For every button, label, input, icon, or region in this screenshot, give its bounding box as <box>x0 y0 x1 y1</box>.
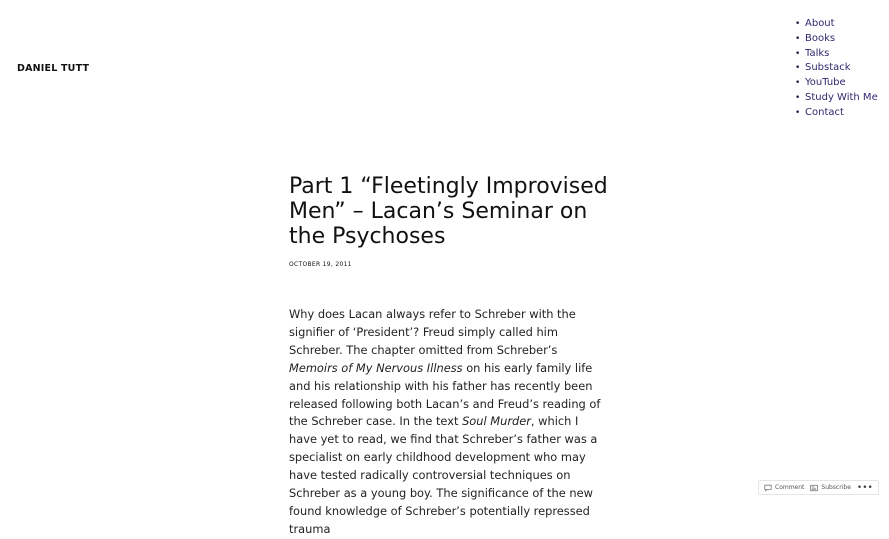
post-title: Part 1 “Fleetingly Improvised Men” – Lacan’s Seminar on the Psychoses <box>289 174 608 249</box>
bullet-icon: • <box>795 92 801 103</box>
post-body-text-1: Why does Lacan always refer to Schreber with the signifier of ‘President’? Freud simply called him Schreber. The chapter omitted from Schreber’s <box>289 307 576 357</box>
post-body <box>289 306 601 539</box>
nav-link-study-with-me[interactable]: Study With Me <box>805 91 878 103</box>
nav-link-contact[interactable]: Contact <box>805 106 844 118</box>
bullet-icon: • <box>795 19 801 29</box>
comment-label: Comment <box>775 484 805 491</box>
more-options-icon[interactable]: ••• <box>856 482 873 493</box>
bullet-icon: • <box>795 78 801 89</box>
post-body-book-title-2: Soul Murder <box>462 414 531 429</box>
bullet-icon: • <box>795 33 801 44</box>
nav-item-about <box>795 17 878 32</box>
nav-item-youtube <box>795 76 878 91</box>
action-bar <box>758 480 879 495</box>
post-body-book-title-1: Memoirs of My Nervous Illness <box>289 360 463 375</box>
site-title[interactable]: DANIEL TUTT <box>17 63 90 74</box>
nav-item-study-with-me <box>795 91 878 106</box>
post-body-text-2: on his early family life and his relationship with his father has recently been released following both Lacan’s and Freud’s reading of the Schreber case. In the text <box>289 360 601 429</box>
subscribe-label: Subscribe <box>821 484 851 491</box>
post-date[interactable]: OCTOBER 19, 2011 <box>289 261 352 268</box>
nav-link-youtube[interactable]: YouTube <box>805 77 846 89</box>
nav-item-books <box>795 32 878 47</box>
nav-item-substack <box>795 61 878 76</box>
nav-link-books[interactable]: Books <box>805 32 836 44</box>
nav-item-talks <box>795 47 878 62</box>
subscribe-icon <box>810 484 818 492</box>
nav-link-talks[interactable]: Talks <box>805 47 830 59</box>
nav-item-contact <box>795 106 878 121</box>
bullet-icon: • <box>795 107 801 118</box>
nav-link-substack[interactable]: Substack <box>805 62 851 74</box>
subscribe-button[interactable] <box>810 484 850 492</box>
comment-icon <box>764 484 772 492</box>
post-body-text-3: , which I have yet to read, we find that Schreber’s father was a specialist on early childhood development who may have tested radically controversial techniques on Schreber as a young boy. The significance of the new found knowledge of Schreber’s potentially repressed trauma <box>289 414 598 536</box>
primary-nav <box>795 17 878 121</box>
nav-link-about[interactable]: About <box>805 18 835 29</box>
bullet-icon: • <box>795 48 801 59</box>
comment-button[interactable] <box>764 484 804 492</box>
bullet-icon: • <box>795 63 801 74</box>
